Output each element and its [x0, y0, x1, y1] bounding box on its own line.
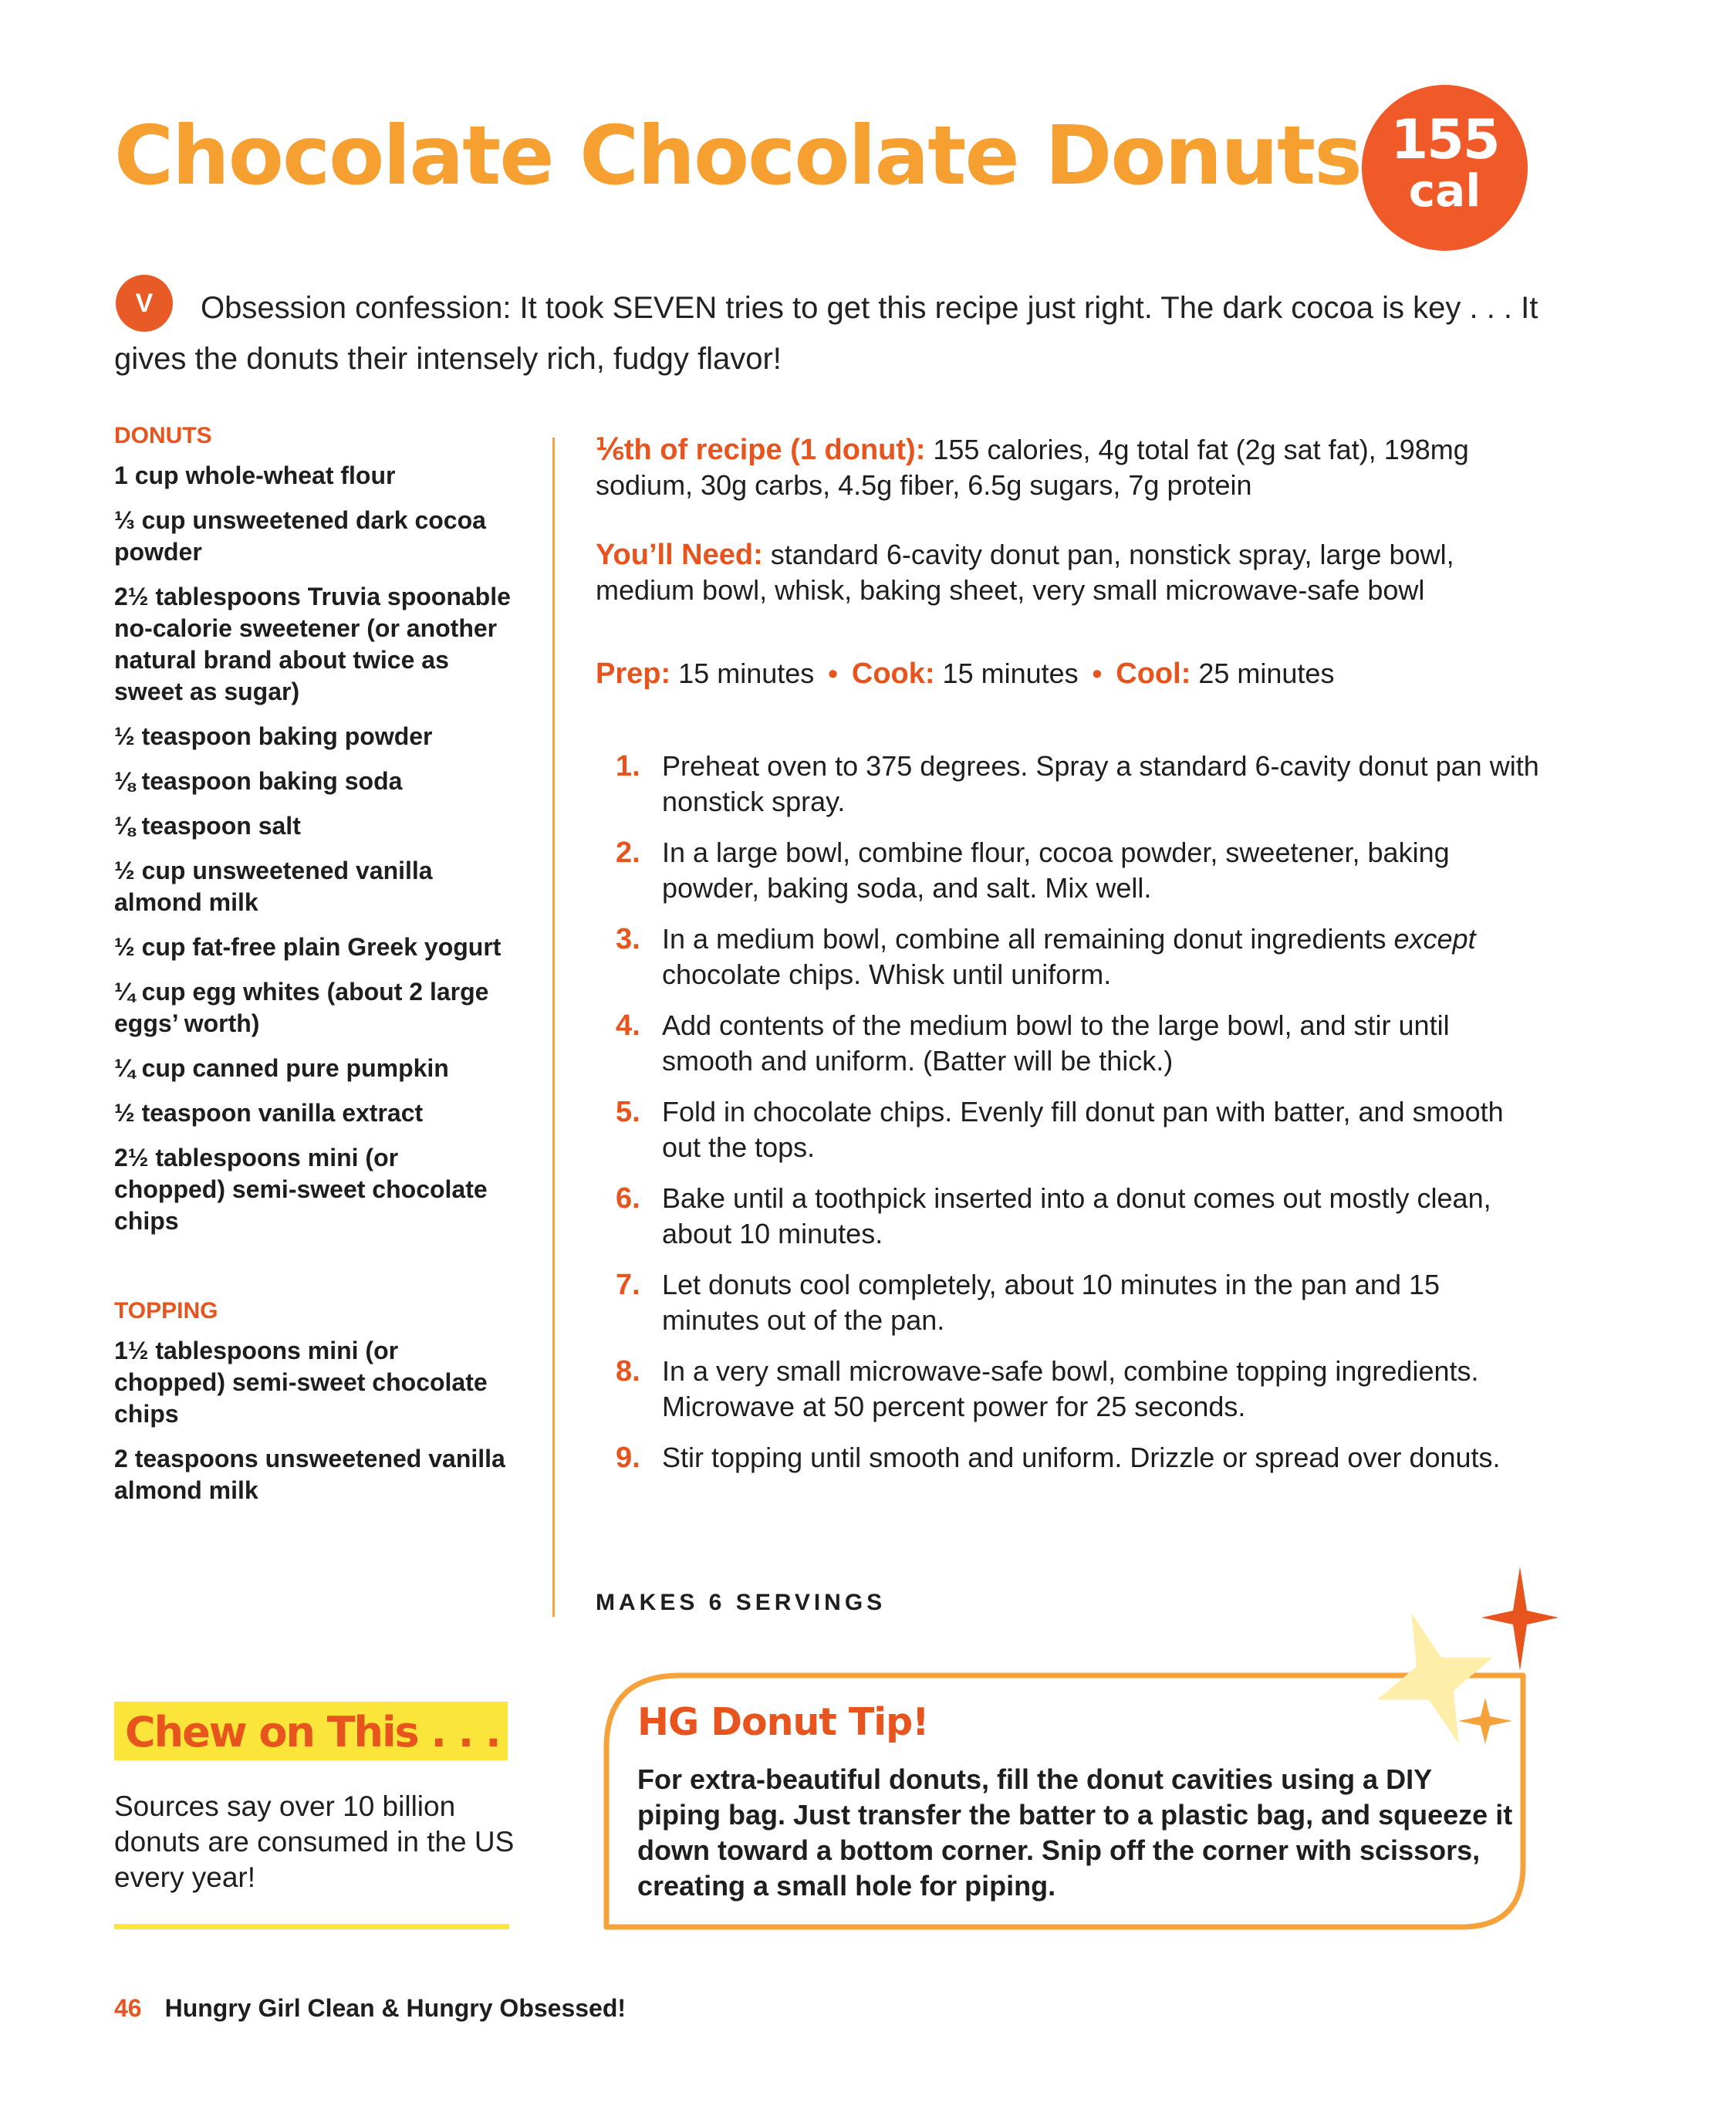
instruction-step	[616, 835, 1542, 906]
step-number: 7.	[616, 1269, 640, 1301]
step-number: 8.	[616, 1355, 640, 1388]
ingredients-column	[114, 423, 515, 1520]
step-text: Let donuts cool completely, about 10 minutes in the pan and 15 minutes out of the pan.	[662, 1269, 1440, 1336]
ingredient-item: 1 cup whole-wheat flour	[114, 461, 396, 489]
instruction-step	[616, 1008, 1542, 1079]
chew-text: Sources say over 10 billion donuts are consumed in the US every year!	[114, 1790, 515, 1893]
recipe-title: Chocolate Chocolate Donuts	[114, 109, 1361, 203]
step-number: 4.	[616, 1009, 640, 1042]
ingredient-item: ¼ cup egg whites (about 2 large eggs’ worth)	[114, 978, 489, 1037]
chew-title: Chew on This . . .	[125, 1708, 500, 1756]
instruction-step	[616, 1181, 1542, 1252]
equipment-needed	[596, 537, 1552, 608]
prep-label: Prep:	[596, 658, 671, 690]
instruction-step	[616, 749, 1542, 820]
step-number: 3.	[616, 923, 640, 955]
step-text-part: chocolate chips. Whisk until uniform.	[662, 958, 1112, 990]
calorie-unit: cal	[1408, 164, 1481, 217]
step-text: Add contents of the medium bowl to the large bowl, and stir until smooth and uniform. (Batter will be thick.)	[662, 1009, 1450, 1077]
ingredient-item: ½ cup unsweetened vanilla almond milk	[114, 857, 433, 916]
step-text: Bake until a toothpick inserted into a donut comes out mostly clean, about 10 minutes.	[662, 1182, 1491, 1249]
cook-label: Cook:	[851, 658, 935, 690]
ingredient-item: ½ cup fat-free plain Greek yogurt	[114, 933, 502, 961]
page-footer	[114, 1994, 626, 2023]
ingredient-item: ¼ cup canned pure pumpkin	[114, 1054, 449, 1082]
book-title: Hungry Girl Clean & Hungry Obsessed!	[164, 1994, 627, 2022]
vegetarian-badge-icon: V	[116, 275, 173, 332]
needs-text: standard 6-cavity donut pan, nonstick spray, large bowl, medium bowl, whisk, baking sheet, very small microwave-safe bowl	[596, 539, 1454, 606]
step-text: Stir topping until smooth and uniform. Drizzle or spread over donuts.	[662, 1442, 1501, 1473]
bullet-separator: •	[1092, 658, 1103, 689]
chew-underline	[114, 1924, 509, 1929]
prep-time: 15 minutes	[678, 658, 815, 689]
servings-count: MAKES 6 SERVINGS	[596, 1590, 887, 1615]
recipe-times	[596, 656, 1552, 691]
needs-label: You’ll Need:	[596, 539, 763, 571]
instructions-list	[616, 749, 1542, 1491]
ingredient-item: ½ teaspoon vanilla extract	[114, 1099, 424, 1127]
bullet-separator: •	[828, 658, 838, 689]
step-number: 1.	[616, 750, 640, 783]
step-number: 2.	[616, 837, 640, 869]
calorie-count: 155	[1390, 108, 1499, 171]
step-text: In a large bowl, combine flour, cocoa powder, sweetener, baking powder, baking soda, and salt. Mix well.	[662, 837, 1450, 904]
instruction-step	[616, 1354, 1542, 1425]
topping-heading: TOPPING	[114, 1298, 218, 1324]
instruction-step	[616, 921, 1542, 992]
topping-ingredients-list	[114, 1335, 515, 1506]
cool-time: 25 minutes	[1198, 658, 1335, 689]
step-emphasis: except	[1393, 923, 1476, 955]
nutrition-info	[596, 432, 1552, 503]
ingredient-item: ⅛ teaspoon baking soda	[114, 767, 403, 795]
nutrition-label: ⅙th of recipe (1 donut):	[596, 434, 926, 466]
ingredient-item: ½ teaspoon baking powder	[114, 722, 433, 750]
step-text	[662, 921, 1542, 992]
instruction-step	[616, 1094, 1542, 1165]
step-number: 5.	[616, 1096, 640, 1128]
cook-time: 15 minutes	[942, 658, 1079, 689]
tip-title: HG Donut Tip!	[637, 1700, 929, 1744]
nutrition-text: 155 calories, 4g total fat (2g sat fat), 198mg sodium, 30g carbs, 4.5g fiber, 6.5g sugars, 7g protein	[596, 434, 1469, 501]
small-sparkle-icon	[1458, 1698, 1512, 1744]
ingredient-item: ⅛ teaspoon salt	[114, 812, 301, 840]
step-number: 6.	[616, 1182, 640, 1215]
red-sparkle-icon	[1481, 1567, 1559, 1671]
instruction-step	[616, 1267, 1542, 1338]
donut-ingredients-list	[114, 460, 515, 1237]
ingredient-item: 2½ tablespoons mini (or chopped) semi-sweet chocolate chips	[114, 1144, 488, 1235]
step-text: Preheat oven to 375 degrees. Spray a standard 6-cavity donut pan with nonstick spray.	[662, 750, 1539, 817]
intro-text	[114, 282, 1565, 384]
donuts-heading: DONUTS	[114, 423, 212, 448]
page-number: 46	[114, 1994, 142, 2022]
column-divider	[552, 438, 555, 1617]
sparkle-stars-icon	[1327, 1551, 1582, 1767]
ingredient-item: ⅓ cup unsweetened dark cocoa powder	[114, 506, 486, 566]
step-text: Fold in chocolate chips. Evenly fill donut pan with batter, and smooth out the tops.	[662, 1096, 1504, 1163]
instruction-step	[616, 1440, 1542, 1476]
intro-copy: Obsession confession: It took SEVEN tries to get this recipe just right. The dark cocoa is key . . . It gives the donuts their intensely rich, fudgy flavor!	[114, 291, 1538, 376]
ingredient-item: 2½ tablespoons Truvia spoonable no-calorie sweetener (or another natural brand about twice as sweet as sugar)	[114, 583, 511, 705]
cool-label: Cool:	[1116, 658, 1191, 690]
tip-text: For extra-beautiful donuts, fill the donut cavities using a DIY piping bag. Just transfer the batter to a plastic bag, and squeeze it down toward a bottom corner. Snip off the corner with scissors, creating a small hole for piping.	[637, 1763, 1513, 1902]
step-text: In a very small microwave-safe bowl, combine topping ingredients. Microwave at 50 percent power for 25 seconds.	[662, 1355, 1479, 1422]
ingredient-item: 1½ tablespoons mini (or chopped) semi-sweet chocolate chips	[114, 1337, 488, 1428]
ingredient-item: 2 teaspoons unsweetened vanilla almond milk	[114, 1445, 505, 1504]
calorie-badge	[1362, 85, 1528, 251]
step-number: 9.	[616, 1442, 640, 1474]
step-text-part: In a medium bowl, combine all remaining donut ingredients	[662, 923, 1394, 955]
